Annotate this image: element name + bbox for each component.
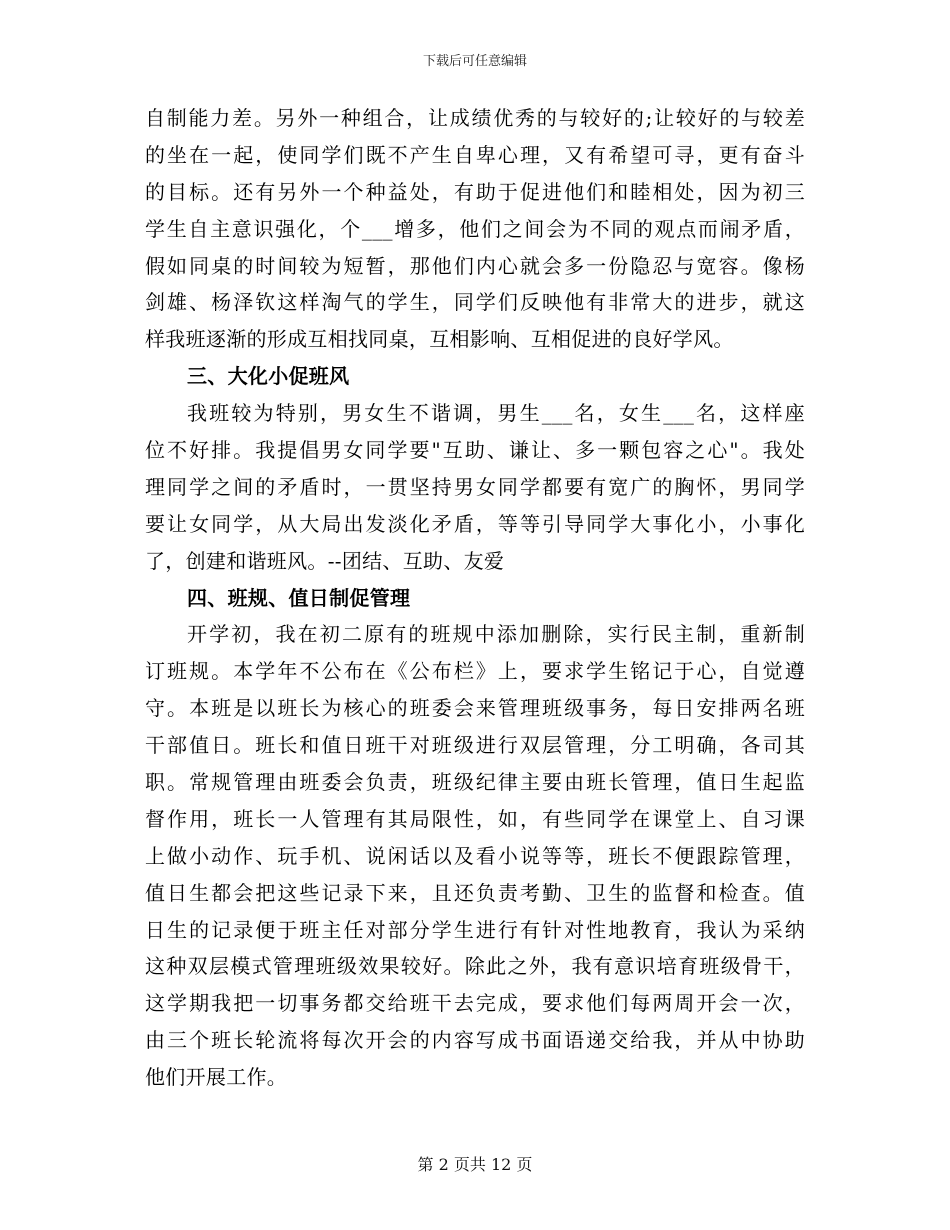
- paragraph-line: 假如同桌的时间较为短暂，那他们内心就会多一份隐忍与宽容。像杨: [145, 253, 805, 278]
- paragraph-line: 守。本班是以班长为核心的班委会来管理班级事务，每日安排两名班: [145, 696, 805, 721]
- page-header: 下载后可任意编辑: [422, 54, 527, 69]
- paragraph-line: 他们开展工作。: [145, 1065, 288, 1090]
- section-heading: 三、大化小促班风: [187, 364, 350, 389]
- paragraph-line: 值日生都会把这些记录下来，且还负责考勤、卫生的监督和检查。值: [145, 880, 805, 905]
- section-heading: 四、班规、值日制促管理: [187, 585, 411, 610]
- paragraph-line: 要让女同学，从大局出发淡化矛盾，等等引导同学大事化小，小事化: [145, 511, 805, 536]
- paragraph-line: 剑雄、杨泽钦这样淘气的学生，同学们反映他有非常大的进步，就这: [145, 290, 805, 315]
- paragraph-line: 订班规。本学年不公布在《公布栏》上，要求学生铭记于心，自觉遵: [145, 659, 805, 684]
- paragraph-line: 理同学之间的矛盾时，一贯坚持男女同学都要有宽广的胸怀，男同学: [145, 474, 805, 499]
- document-body: [145, 100, 805, 1096]
- paragraph-line: 样我班逐渐的形成互相找同桌，互相影响、互相促进的良好学风。: [145, 327, 734, 352]
- paragraph-line: 职。常规管理由班委会负责，班级纪律主要由班长管理，值日生起监: [145, 770, 805, 795]
- paragraph-line: 开学初，我在初二原有的班规中添加删除，实行民主制，重新制: [187, 622, 805, 647]
- paragraph-line: 由三个班长轮流将每次开会的内容写成书面语递交给我，并从中协助: [145, 1028, 805, 1053]
- paragraph-line: 这种双层模式管理班级效果较好。除此之外，我有意识培育班级骨干，: [145, 954, 805, 979]
- paragraph-line: 这学期我把一切事务都交给班干去完成，要求他们每两周开会一次，: [145, 991, 805, 1016]
- paragraph-line: 上做小动作、玩手机、说闲话以及看小说等等，班长不便跟踪管理，: [145, 843, 805, 868]
- paragraph-line: 我班较为特别，男女生不谐调，男生___名，女生___名，这样座: [187, 401, 805, 426]
- paragraph-line: 干部值日。班长和值日班干对班级进行双层管理，分工明确，各司其: [145, 733, 805, 758]
- paragraph-line: 日生的记录便于班主任对部分学生进行有针对性地教育，我认为采纳: [145, 917, 805, 942]
- paragraph-line: 督作用，班长一人管理有其局限性，如，有些同学在课堂上、自习课: [145, 806, 805, 831]
- paragraph-line: 的坐在一起，使同学们既不产生自卑心理，又有希望可寻，更有奋斗: [145, 142, 805, 167]
- paragraph-line: 自制能力差。另外一种组合，让成绩优秀的与较好的;让较好的与较差: [145, 106, 805, 130]
- paragraph-line: 位不好排。我提倡男女同学要"互助、谦让、多一颗包容之心"。我处: [145, 438, 805, 463]
- page-number: 第 2 页共 12 页: [417, 1155, 533, 1174]
- paragraph-line: 学生自主意识强化，个___增多，他们之间会为不同的观点而闹矛盾，: [145, 216, 805, 241]
- paragraph-line: 了，创建和谐班风。--团结、互助、友爱: [145, 548, 505, 573]
- paragraph-line: 的目标。还有另外一个种益处，有助于促进他们和睦相处，因为初三: [145, 179, 805, 204]
